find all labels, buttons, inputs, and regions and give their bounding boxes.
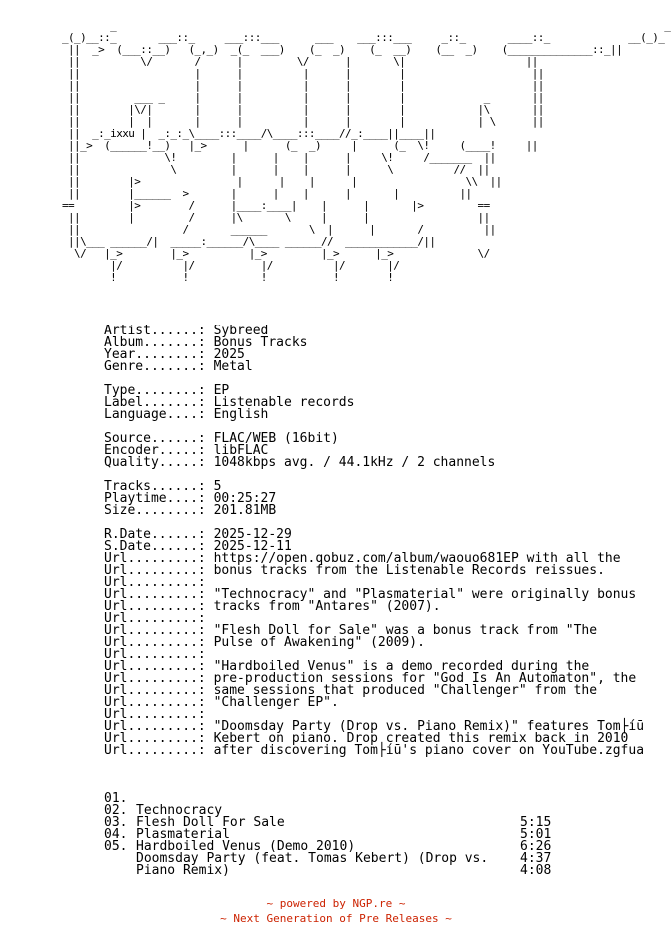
info-url-line: Url.........: "Flesh Doll for Sale" was a bonus track from "The [104, 623, 598, 638]
track-title: Flesh Doll For Sale [136, 815, 285, 830]
track-number: 05. [104, 839, 128, 854]
footer-tagline: ~ Next Generation of Pre Releases ~ [220, 912, 452, 925]
info-playtime: Playtime....: 00:25:27 [104, 491, 277, 506]
info-language: Language....: English [104, 407, 269, 422]
info-url-line: Url.........: "Challenger EP". [104, 695, 339, 710]
info-url-line: Url.........: pre-production sessions for "God Is An Automaton", the [104, 671, 637, 686]
info-url-line: Url.........: [104, 647, 206, 662]
track-title: Hardboiled Venus (Demo 2010) [136, 839, 356, 854]
info-url-line: Url.........: after discovering Tom├íū's piano cover on YouTube.zgfua [104, 743, 645, 757]
info-genre: Genre.......: Metal [104, 359, 253, 374]
info-url-line: Url.........: Kebert on piano. Drop created this remix back in 2010 [104, 731, 629, 746]
track-duration: 4:08 [520, 863, 552, 878]
footer [0, 896, 672, 926]
info-url-line: Url.........: [104, 611, 206, 626]
info-url-line: Url.........: "Hardboiled Venus" is a demo recorded during the [104, 659, 590, 674]
info-size: Size........: 201.81MB [104, 503, 277, 518]
footer-powered-by: ~ powered by NGP.re ~ [266, 897, 406, 910]
info-album: Album.......: Bonus Tracks [104, 335, 308, 350]
track-duration: 5:15 [520, 815, 552, 830]
info-url-line: Url.........: https://open.qobuz.com/album/waouo681EP with all the [104, 551, 621, 566]
info-url-line: Url.........: same sessions that produced "Challenger" from the [104, 683, 598, 698]
info-url-line: Url.........: "Doomsday Party (Drop vs. Piano Remix)" features Tom├íū [104, 719, 645, 734]
info-url-line: Url.........: tracks from "Antares" (2007). [104, 599, 441, 614]
track-number: 02. [104, 803, 128, 818]
ascii-art-logo: _ _ _(_)__::_ ___::_ ___:::___ ___ ___:::___ _::_ ____::_ __(_)_ || _> (___::__) (_,_) _(_ ___) (_ _) (_ __) (__ _) (______________::_|| || \/ / | \/ | \| || || | | | | | || || | | | | | || || ___ _ | | | | | _ || || |\/| | | | | | |\ || || | | | | | | | | \ || || _:_ixxu | _:_:_\____:::____/\____:::____//_:____||____|| ||_> (______!__) |_> | (_ _) | (_ \! (____! || || \! | | | | \! /_______ || || \ | | | | \ // || || |> | | | | \\ || || |______ > | | | | | || == |> / |____:____| | | |> == || | / |\ \ | | || || / ______ \ | | / || ||\___ ______/| _____:______/\____ ______// ____________/|| \/ |_> |_> |_> |_> |_> \/ |/ |/ |/ |/ |/ ! ! ! ! ! [62, 19, 671, 284]
info-url-line: Url.........: [104, 707, 206, 722]
info-artist: Artist......: Sybreed [104, 325, 269, 338]
tracklist [104, 781, 664, 878]
track-duration: 6:26 [520, 839, 552, 854]
info-label: Label.......: Listenable records [104, 395, 355, 410]
info-type: Type........: EP [104, 383, 230, 398]
info-source: Source......: FLAC/WEB (16bit) [104, 431, 339, 446]
release-info [104, 325, 672, 757]
info-tracks: Tracks......: 5 [104, 479, 222, 494]
info-url-line: Url.........: bonus tracks from the Listenable Records reissues. [104, 563, 605, 578]
info-quality: Quality.....: 1048kbps avg. / 44.1kHz / 2 channels [104, 455, 496, 470]
info-release-date: R.Date......: 2025-12-29 [104, 527, 292, 542]
track-number: 04. [104, 827, 128, 842]
info-url-line: Url.........: "Technocracy" and "Plasmaterial" were originally bonus [104, 587, 637, 602]
track-title: Piano Remix) [136, 863, 230, 878]
info-scene-date: S.Date......: 2025-12-11 [104, 539, 292, 554]
track-number: 03. [104, 815, 128, 830]
track-title: Plasmaterial [136, 827, 230, 842]
track-duration: 4:37 [520, 851, 552, 866]
info-year: Year........: 2025 [104, 347, 245, 362]
info-encoder: Encoder.....: libFLAC [104, 443, 269, 458]
track-title: Technocracy [136, 803, 223, 818]
track-duration: 5:01 [520, 827, 552, 842]
track-title: Doomsday Party (feat. Tomas Kebert) (Drop vs. [136, 851, 489, 866]
info-url-line: Url.........: Pulse of Awakening" (2009). [104, 635, 425, 650]
track-number: 01. [104, 791, 128, 806]
info-url-line: Url.........: [104, 575, 206, 590]
